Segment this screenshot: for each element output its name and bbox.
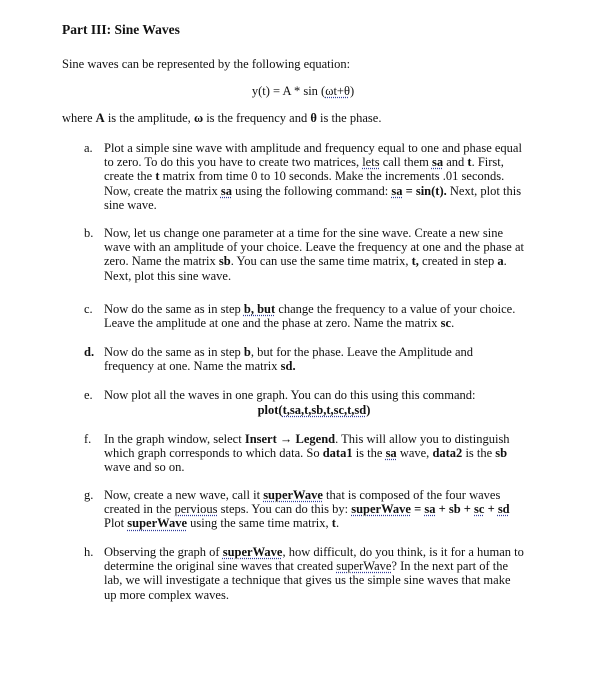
list-item-a: [84, 141, 524, 212]
section-heading: Part III: Sine Waves: [62, 22, 180, 37]
item-label: h.: [84, 545, 94, 559]
list-item-h: [84, 545, 524, 602]
list-item-g: [84, 488, 524, 531]
list-item-e: [84, 388, 524, 417]
item-label: b.: [84, 226, 94, 240]
item-text: Plot a simple sine wave with amplitude and frequency equal to one and phase equal to zero. To do this you have to create two matrices, lets call them sa and t. First, create the t matrix from time 0 to 10 seconds. Make the increments .01 seconds. Now, create the matrix sa using the following command: sa = sin(t). Next, plot this sine wave.: [104, 141, 522, 212]
item-label: e.: [84, 388, 93, 402]
amplitude-symbol: A: [95, 111, 105, 125]
plot-command: plot(t,sa,t,sb,t,sc,t,sd): [257, 403, 371, 418]
list-item-d: [84, 345, 524, 373]
item-text: Now do the same as in step b, but for the phase. Leave the Amplitude and frequency at one. Name the matrix sd.: [104, 345, 474, 374]
item-text: Observing the graph of superWave, how difficult, do you think, is it for a human to determine the original sine waves that created superWave? In the next part of the lab, we will investigate a technique that gives us the simple sine waves that make up more complex waves.: [104, 545, 524, 602]
item-label: c.: [84, 302, 93, 316]
equation-rhs: ): [349, 84, 355, 98]
item-label: d.: [84, 345, 95, 359]
intro-text: Sine waves can be represented by the following equation:: [62, 57, 351, 71]
sine-equation: [0, 84, 600, 99]
item-text: Now plot all the waves in one graph. You can do this using this command: plot(t,sa,t,sb,t,sc,t,sd): [104, 388, 524, 417]
frequency-symbol: ω: [193, 111, 204, 125]
item-label: f.: [84, 432, 92, 446]
equation-argument: ωt+θ: [325, 84, 350, 98]
arrow-icon: →: [276, 432, 296, 446]
where-text: is the amplitude,: [104, 111, 194, 125]
item-label: g.: [84, 488, 94, 502]
where-text: is the frequency and: [203, 111, 311, 125]
equation-lhs: y(t) = A * sin (: [251, 84, 326, 98]
definitions-text: [62, 111, 381, 126]
list-item-c: [84, 302, 524, 330]
where-text: is the phase.: [316, 111, 382, 125]
item-text: Now do the same as in step b, but change the frequency to a value of your choice. Leave the amplitude at one and the phase at zero. Name the matrix sc.: [104, 302, 516, 331]
where-text: where: [62, 111, 96, 125]
list-item-b: [84, 226, 524, 283]
item-text: Now, create a new wave, call it superWave that is composed of the four waves created in the pervious steps. You can do this by: superWave = sa + sb + sc + sd Plot superWave using the same time matrix, t.: [104, 488, 510, 531]
item-label: a.: [84, 141, 93, 155]
phase-symbol: θ: [310, 111, 317, 125]
list-item-f: [84, 432, 524, 475]
item-text: In the graph window, select Insert → Legend. This will allow you to distinguish which graph corresponds to which data. So data1 is the sa wave, data2 is the sb wave and so on.: [104, 432, 510, 475]
item-text: Now, let us change one parameter at a time for the sine wave. Create a new sine wave with an amplitude of your choice. Leave the frequency at one and the phase at zero. Name the matrix sb. You can use the same time matrix, t, created in step a. Next, plot this sine wave.: [104, 226, 524, 283]
